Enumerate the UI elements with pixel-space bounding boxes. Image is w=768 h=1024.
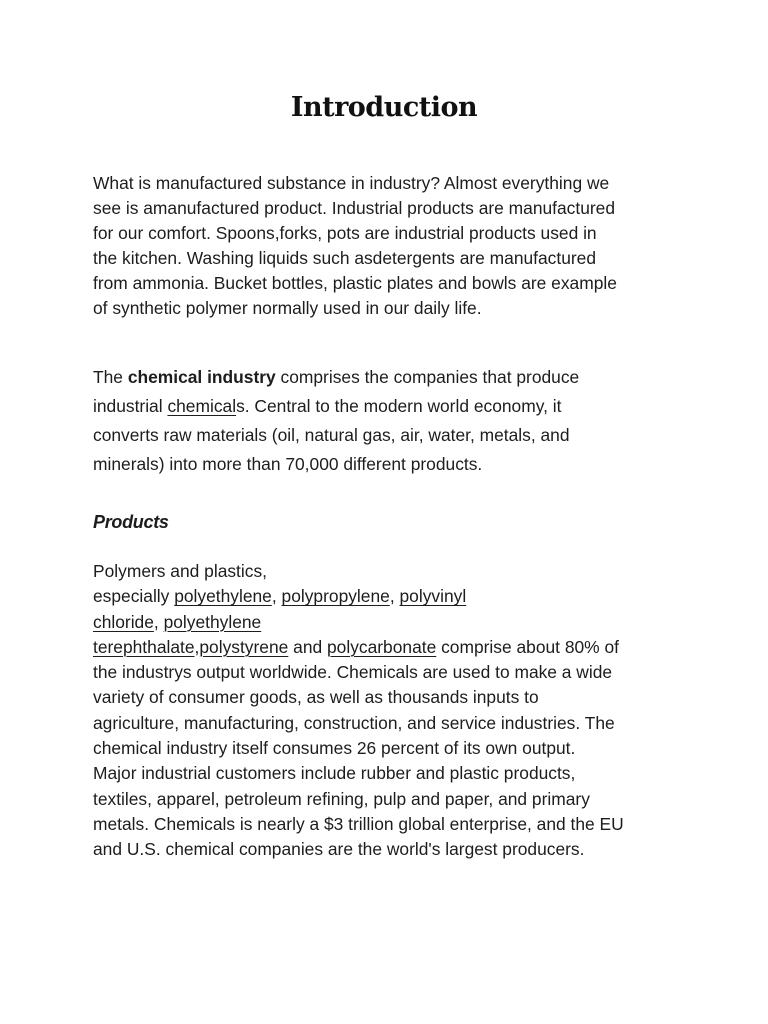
intro-line: the kitchen. Washing liquids such asdetergents are manufactured bbox=[93, 248, 597, 268]
chemical-industry-bold-term: chemical industry bbox=[127, 367, 276, 387]
link-polyethylene-terephthalate[interactable]: terephthalate bbox=[93, 636, 195, 657]
products-text: especially bbox=[93, 586, 175, 607]
products-text: and bbox=[288, 636, 327, 657]
products-text: chemical industry itself consumes 26 percent of its own output. bbox=[93, 738, 576, 759]
chem-text: s. Central to the modern world economy, it bbox=[236, 396, 562, 416]
link-polystyrene[interactable]: polystyrene bbox=[199, 636, 289, 657]
intro-line: What is manufactured substance in industry? Almost everything we bbox=[93, 173, 610, 193]
intro-line: of synthetic polymer normally used in our daily life. bbox=[93, 298, 482, 318]
chemical-industry-paragraph bbox=[93, 363, 683, 479]
intro-line: see is amanufactured product. Industrial products are manufactured bbox=[93, 198, 616, 218]
separator: , bbox=[153, 611, 164, 632]
separator: , bbox=[389, 586, 400, 607]
chem-text: The bbox=[93, 367, 128, 387]
chem-text: converts raw materials (oil, natural gas, air, water, metals, and bbox=[93, 425, 570, 445]
intro-paragraph bbox=[93, 171, 683, 321]
link-polyvinyl-chloride[interactable]: chloride bbox=[93, 611, 154, 632]
products-text: agriculture, manufacturing, construction, and service industries. The bbox=[93, 712, 615, 733]
chem-text: industrial bbox=[93, 396, 168, 416]
products-text: variety of consumer goods, as well as thousands inputs to bbox=[93, 687, 539, 708]
intro-line: from ammonia. Bucket bottles, plastic plates and bowls are example bbox=[93, 273, 617, 293]
separator: , bbox=[271, 586, 282, 607]
products-text: comprise about 80% of bbox=[436, 636, 619, 657]
chem-text: comprises the companies that produce bbox=[275, 367, 580, 387]
link-polycarbonate[interactable]: polycarbonate bbox=[327, 636, 437, 657]
products-text: textiles, apparel, petroleum refining, pulp and paper, and primary bbox=[93, 788, 590, 809]
products-text: Polymers and plastics, bbox=[93, 561, 267, 581]
separator: , bbox=[194, 636, 200, 657]
link-polypropylene[interactable]: polypropylene bbox=[281, 586, 390, 607]
products-text: and U.S. chemical companies are the world's largest producers. bbox=[93, 839, 585, 860]
products-text: the industrys output worldwide. Chemicals are used to make a wide bbox=[93, 662, 613, 683]
products-heading: Products bbox=[93, 512, 169, 532]
intro-line: for our comfort. Spoons,forks, pots are industrial products used in bbox=[93, 223, 597, 243]
products-paragraph bbox=[93, 559, 683, 863]
link-chemical[interactable]: chemical bbox=[167, 396, 237, 416]
link-polyethylene[interactable]: polyethylene bbox=[174, 586, 272, 607]
products-text: metals. Chemicals is nearly a $3 trillion global enterprise, and the EU bbox=[93, 813, 624, 834]
chem-text: minerals) into more than 70,000 different products. bbox=[93, 454, 483, 474]
link-polyvinyl-chloride[interactable]: polyvinyl bbox=[399, 586, 467, 607]
products-text: Major industrial customers include rubber and plastic products, bbox=[93, 763, 576, 784]
link-polyethylene-terephthalate[interactable]: polyethylene bbox=[163, 611, 262, 632]
page-title: Introduction bbox=[290, 92, 478, 123]
